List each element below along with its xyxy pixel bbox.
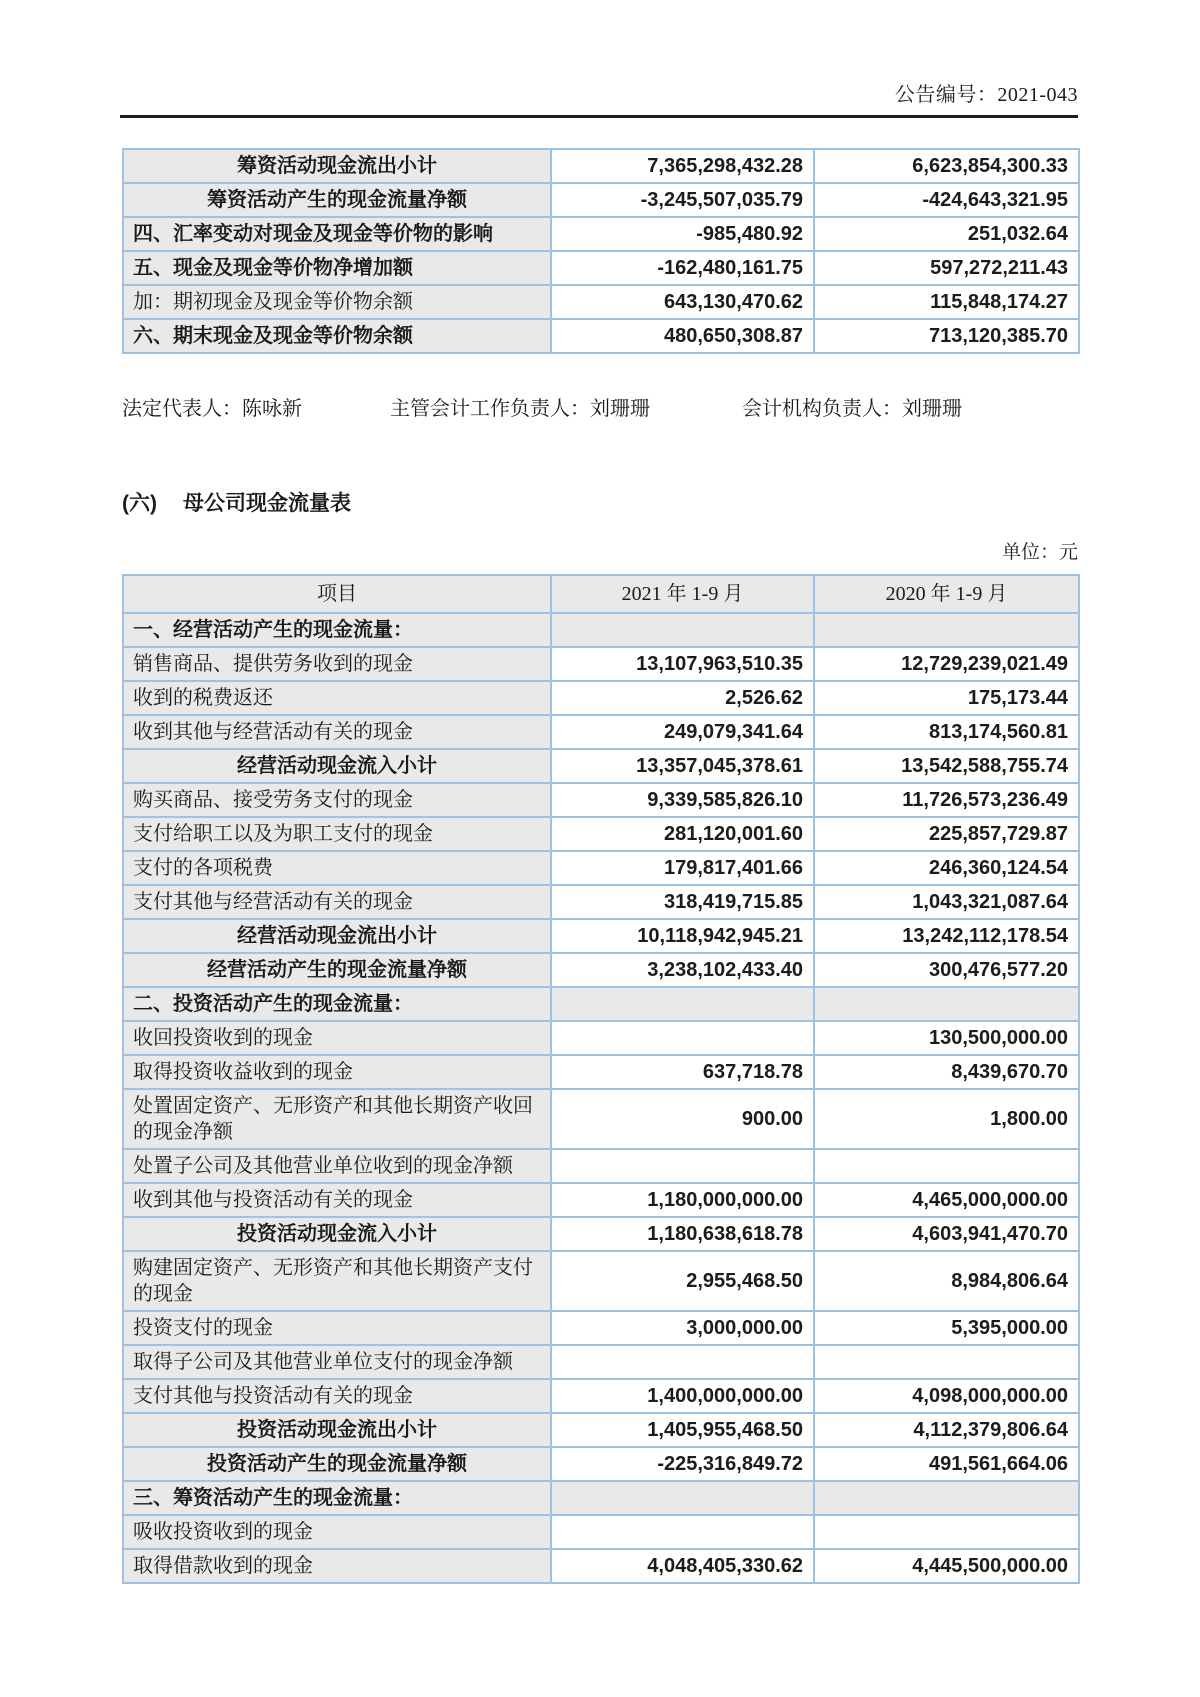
column-header-item: 项目: [123, 575, 551, 613]
row-label: 加：期初现金及现金等价物余额: [123, 285, 551, 319]
column-header-2020: 2020 年 1-9 月: [814, 575, 1079, 613]
value-2021: -162,480,161.75: [551, 251, 814, 285]
value-2020: [814, 1515, 1079, 1549]
value-2020: 300,476,577.20: [814, 953, 1079, 987]
signature-accounting-department-head: 会计机构负责人：刘珊珊: [742, 398, 962, 420]
value-2021: 10,118,942,945.21: [551, 919, 814, 953]
value-2021: [551, 1345, 814, 1379]
table-row: [123, 1055, 1079, 1089]
value-2021: 4,048,405,330.62: [551, 1549, 814, 1583]
row-label: 二、投资活动产生的现金流量：: [123, 987, 551, 1021]
table-row: [123, 613, 1079, 647]
value-2020: 813,174,560.81: [814, 715, 1079, 749]
value-2021: -3,245,507,035.79: [551, 183, 814, 217]
table-row: [123, 715, 1079, 749]
value-2021: 13,357,045,378.61: [551, 749, 814, 783]
value-2020: 130,500,000.00: [814, 1021, 1079, 1055]
table-row: [123, 217, 1079, 251]
table-row: [123, 183, 1079, 217]
value-2020: 4,098,000,000.00: [814, 1379, 1079, 1413]
value-2020: 251,032.64: [814, 217, 1079, 251]
column-header-2021: 2021 年 1-9 月: [551, 575, 814, 613]
value-2020: 225,857,729.87: [814, 817, 1079, 851]
table-row: [123, 647, 1079, 681]
row-label: 筹资活动现金流出小计: [123, 149, 551, 183]
row-label: 收到其他与投资活动有关的现金: [123, 1183, 551, 1217]
value-2020: 713,120,385.70: [814, 319, 1079, 353]
row-label: 取得子公司及其他营业单位支付的现金净额: [123, 1345, 551, 1379]
table-row: [123, 1549, 1079, 1583]
section-heading: [122, 487, 1078, 517]
row-label: 投资活动现金流出小计: [123, 1413, 551, 1447]
row-label: 经营活动现金流出小计: [123, 919, 551, 953]
row-label: 购买商品、接受劳务支付的现金: [123, 783, 551, 817]
row-label: 处置子公司及其他营业单位收到的现金净额: [123, 1149, 551, 1183]
value-2020: 115,848,174.27: [814, 285, 1079, 319]
value-2020: 6,623,854,300.33: [814, 149, 1079, 183]
row-label: 收到的税费返还: [123, 681, 551, 715]
table-row: [123, 1021, 1079, 1055]
row-label: 支付其他与经营活动有关的现金: [123, 885, 551, 919]
value-2021: 281,120,001.60: [551, 817, 814, 851]
table-row: [123, 681, 1079, 715]
row-label: 投资活动现金流入小计: [123, 1217, 551, 1251]
financing-summary-table: [122, 148, 1080, 354]
value-2020: 13,542,588,755.74: [814, 749, 1079, 783]
value-2021: 249,079,341.64: [551, 715, 814, 749]
value-2020: [814, 1149, 1079, 1183]
value-2021: -985,480.92: [551, 217, 814, 251]
table-row: [123, 987, 1079, 1021]
value-2021: 480,650,308.87: [551, 319, 814, 353]
table-row: [123, 1149, 1079, 1183]
table-row: [123, 251, 1079, 285]
value-2021: 1,405,955,468.50: [551, 1413, 814, 1447]
table-row: [123, 953, 1079, 987]
table-row: [123, 1217, 1079, 1251]
value-2021: -225,316,849.72: [551, 1447, 814, 1481]
value-2021: 900.00: [551, 1089, 814, 1149]
row-label: 取得借款收到的现金: [123, 1549, 551, 1583]
unit-label: 单位：元: [1001, 542, 1078, 563]
table-row: [123, 1089, 1079, 1149]
value-2020: [814, 1345, 1079, 1379]
table-row: [123, 319, 1079, 353]
table-row: [123, 919, 1079, 953]
row-label: 销售商品、提供劳务收到的现金: [123, 647, 551, 681]
value-2020: -424,643,321.95: [814, 183, 1079, 217]
row-label: 支付给职工以及为职工支付的现金: [123, 817, 551, 851]
header-rule: [120, 115, 1078, 118]
table-row: [123, 885, 1079, 919]
table-row: [123, 817, 1079, 851]
row-label: 经营活动产生的现金流量净额: [123, 953, 551, 987]
table-row: [123, 149, 1079, 183]
value-2021: 3,000,000.00: [551, 1311, 814, 1345]
value-2021: 13,107,963,510.35: [551, 647, 814, 681]
value-2020: 597,272,211.43: [814, 251, 1079, 285]
table-row: [123, 1515, 1079, 1549]
table-row: [123, 1251, 1079, 1311]
value-2020: [814, 1481, 1079, 1515]
value-2020: 4,465,000,000.00: [814, 1183, 1079, 1217]
table-header-row: [123, 575, 1079, 613]
value-2021: 643,130,470.62: [551, 285, 814, 319]
table-row: [123, 1447, 1079, 1481]
row-label: 取得投资收益收到的现金: [123, 1055, 551, 1089]
table-row: [123, 1413, 1079, 1447]
value-2020: 1,043,321,087.64: [814, 885, 1079, 919]
value-2021: 637,718.78: [551, 1055, 814, 1089]
table-row: [123, 783, 1079, 817]
signature-legal-representative: 法定代表人：陈咏新: [122, 398, 302, 420]
signature-chief-accounting-officer: 主管会计工作负责人：刘珊珊: [390, 398, 650, 420]
value-2020: 13,242,112,178.54: [814, 919, 1079, 953]
row-label: 处置固定资产、无形资产和其他长期资产收回的现金净额: [123, 1089, 551, 1149]
value-2020: 4,445,500,000.00: [814, 1549, 1079, 1583]
value-2021: 7,365,298,432.28: [551, 149, 814, 183]
value-2021: 1,180,638,618.78: [551, 1217, 814, 1251]
section-heading-index: (六): [122, 492, 157, 515]
row-label: 五、现金及现金等价物净增加额: [123, 251, 551, 285]
table-row: [123, 1481, 1079, 1515]
value-2020: [814, 613, 1079, 647]
row-label: 支付的各项税费: [123, 851, 551, 885]
row-label: 投资支付的现金: [123, 1311, 551, 1345]
value-2021: 1,400,000,000.00: [551, 1379, 814, 1413]
table-row: [123, 285, 1079, 319]
value-2020: 491,561,664.06: [814, 1447, 1079, 1481]
row-label: 购建固定资产、无形资产和其他长期资产支付的现金: [123, 1251, 551, 1311]
value-2020: 246,360,124.54: [814, 851, 1079, 885]
value-2021: 1,180,000,000.00: [551, 1183, 814, 1217]
value-2020: 8,984,806.64: [814, 1251, 1079, 1311]
value-2021: [551, 1149, 814, 1183]
value-2021: [551, 987, 814, 1021]
table-row: [123, 1311, 1079, 1345]
value-2021: [551, 1021, 814, 1055]
section-heading-title: 母公司现金流量表: [183, 492, 351, 515]
row-label: 六、期末现金及现金等价物余额: [123, 319, 551, 353]
value-2020: 11,726,573,236.49: [814, 783, 1079, 817]
table-row: [123, 851, 1079, 885]
value-2020: [814, 987, 1079, 1021]
value-2021: [551, 613, 814, 647]
value-2021: 318,419,715.85: [551, 885, 814, 919]
row-label: 三、筹资活动产生的现金流量：: [123, 1481, 551, 1515]
value-2021: 2,526.62: [551, 681, 814, 715]
value-2021: 9,339,585,826.10: [551, 783, 814, 817]
row-label: 吸收投资收到的现金: [123, 1515, 551, 1549]
row-label: 支付其他与投资活动有关的现金: [123, 1379, 551, 1413]
signature-line: [122, 392, 1078, 421]
value-2021: [551, 1481, 814, 1515]
row-label: 筹资活动产生的现金流量净额: [123, 183, 551, 217]
value-2020: 1,800.00: [814, 1089, 1079, 1149]
row-label: 一、经营活动产生的现金流量：: [123, 613, 551, 647]
row-label: 四、汇率变动对现金及现金等价物的影响: [123, 217, 551, 251]
value-2021: [551, 1515, 814, 1549]
notice-number: 公告编号：2021-043: [894, 84, 1078, 106]
value-2020: 175,173.44: [814, 681, 1079, 715]
value-2020: 4,603,941,470.70: [814, 1217, 1079, 1251]
parent-company-cashflow-table: [122, 574, 1080, 1584]
row-label: 经营活动现金流入小计: [123, 749, 551, 783]
value-2020: 5,395,000.00: [814, 1311, 1079, 1345]
value-2020: 8,439,670.70: [814, 1055, 1079, 1089]
table-row: [123, 1379, 1079, 1413]
row-label: 收回投资收到的现金: [123, 1021, 551, 1055]
value-2021: 179,817,401.66: [551, 851, 814, 885]
value-2020: 12,729,239,021.49: [814, 647, 1079, 681]
table-row: [123, 1183, 1079, 1217]
table-row: [123, 1345, 1079, 1379]
table-row: [123, 749, 1079, 783]
row-label: 收到其他与经营活动有关的现金: [123, 715, 551, 749]
value-2021: 2,955,468.50: [551, 1251, 814, 1311]
row-label: 投资活动产生的现金流量净额: [123, 1447, 551, 1481]
value-2020: 4,112,379,806.64: [814, 1413, 1079, 1447]
value-2021: 3,238,102,433.40: [551, 953, 814, 987]
